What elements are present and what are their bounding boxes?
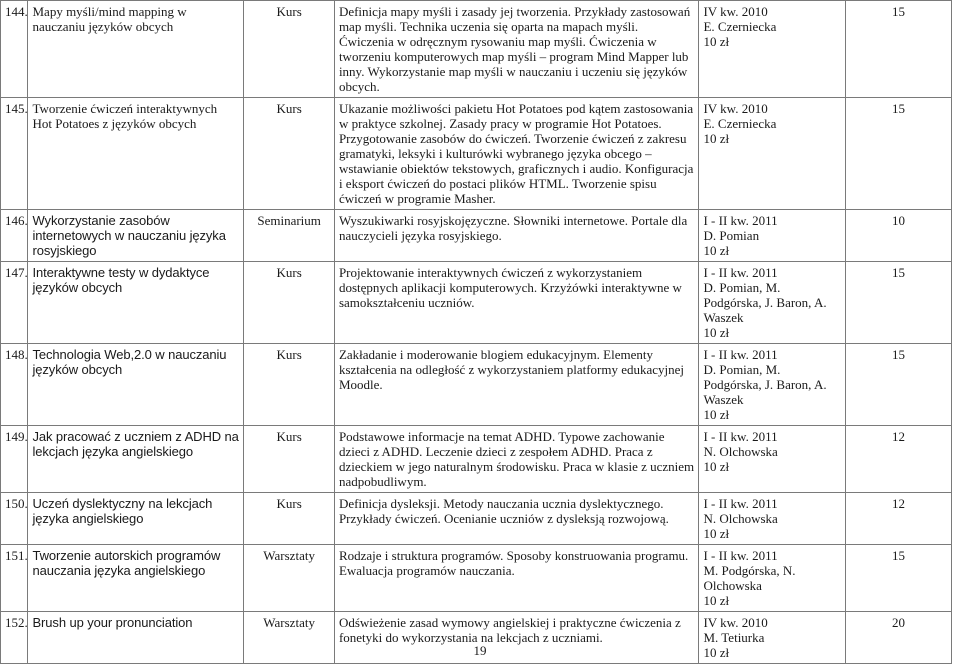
course-hours-cell [846, 545, 952, 612]
course-description-cell [334, 98, 699, 210]
course-hours-cell [846, 344, 952, 426]
table-row [1, 344, 952, 426]
course-description-cell [334, 262, 699, 344]
table-body [1, 1, 952, 664]
course-number: 149. [5, 429, 28, 444]
course-title: Wykorzystanie zasobów internetowych w nauczaniu języka rosyjskiego [32, 213, 226, 258]
course-description-cell [334, 344, 699, 426]
course-number: 150. [5, 496, 28, 511]
course-title: Tworzenie ćwiczeń interaktywnych Hot Potatoes z języków obcych [32, 101, 218, 131]
table-row [1, 262, 952, 344]
course-leaders: D. Pomian, M. Podgórska, J. Baron, A. Waszek [703, 280, 827, 325]
course-price: 10 zł [703, 526, 730, 541]
course-price: 10 zł [703, 325, 730, 340]
course-title-cell [28, 493, 244, 545]
course-description: Rodzaje i struktura programów. Sposoby konstruowania programu. Ewaluacja programów nauczania. [338, 548, 689, 578]
course-price: 10 zł [703, 459, 730, 474]
course-description: Odświeżenie zasad wymowy angielskiej i praktyczne ćwiczenia z fonetyki do wykorzystania na lekcjach z uczniami. [338, 615, 681, 645]
course-number: 144. [5, 4, 28, 19]
course-form: Kurs [276, 429, 302, 444]
course-number: 145. [5, 101, 28, 116]
table-row [1, 426, 952, 493]
course-description: Podstawowe informacje na temat ADHD. Typowe zachowanie dzieci z ADHD. Leczenie dzieci z zespołem ADHD. Praca z dzieckiem w jego naturalnym środowisku. Praca w klasie z uczniem nadpobudliwym. [338, 429, 695, 489]
course-title-cell [28, 1, 244, 98]
course-title: Interaktywne testy w dydaktyce języków obcych [32, 265, 210, 295]
course-description: Definicja mapy myśli i zasady jej tworzenia. Przykłady zastosowań map myśli. Technika uczenia się oparta na mapach myśli. Ćwiczenia w odręcznym rysowaniu map myśli. Ćwiczenia w tworzeniu komputerowych map myśli – program Mind Mapper lub inny. Wykorzystanie map myśli w nauczaniu i uczeniu się języków obcych. [338, 4, 691, 94]
course-price: 10 zł [703, 243, 730, 258]
course-schedule-cell [699, 545, 846, 612]
course-description-cell [334, 493, 699, 545]
course-leaders: M. Tetiurka [703, 630, 765, 645]
course-form-cell [244, 1, 335, 98]
course-hours-cell [846, 1, 952, 98]
course-hours: 12 [892, 429, 906, 444]
course-hours-cell [846, 210, 952, 262]
course-number-cell [1, 344, 28, 426]
course-hours: 15 [892, 548, 906, 563]
course-description: Zakładanie i moderowanie blogiem edukacyjnym. Elementy kształcenia na odległość z wykorzystaniem platformy edukacyjnej Moodle. [338, 347, 685, 392]
course-description: Wyszukiwarki rosyjskojęzyczne. Słowniki internetowe. Portale dla nauczycieli języka rosyjskiego. [338, 213, 688, 243]
table-row [1, 493, 952, 545]
course-schedule-cell [699, 98, 846, 210]
course-form: Seminarium [257, 213, 321, 228]
course-form: Kurs [276, 496, 302, 511]
course-hours: 15 [892, 4, 906, 19]
course-title: Uczeń dyslektyczny na lekcjach języka angielskiego [32, 496, 213, 526]
course-title: Brush up your pronunciation [32, 615, 193, 630]
course-description: Ukazanie możliwości pakietu Hot Potatoes pod kątem zastosowania w praktyce szkolnej. Zasady pracy w programie Hot Potatoes. Przygotowanie zasobów do ćwiczeń. Tworzenie ćwiczeń z zakresu gramatyki, leksyki i kulturówki wybranego języka obcego – wstawianie obiektów tekstowych, graficznych i audio. Konfiguracja i eksport ćwiczeń do postaci plików HTML. Tworzenie spisu ćwiczeń w programie Masher. [338, 101, 694, 206]
page-number: 19 [473, 643, 487, 658]
course-date: I - II kw. 2011 [703, 429, 778, 444]
course-form: Warsztaty [263, 615, 315, 630]
course-leaders: N. Olchowska [703, 444, 778, 459]
course-number: 152. [5, 615, 28, 630]
course-form-cell [244, 210, 335, 262]
course-number-cell [1, 262, 28, 344]
course-date: I - II kw. 2011 [703, 213, 778, 228]
course-leaders: E. Czerniecka [703, 116, 777, 131]
course-title-cell [28, 344, 244, 426]
course-title-cell [28, 426, 244, 493]
table-row [1, 210, 952, 262]
course-date: IV kw. 2010 [703, 101, 768, 116]
course-price: 10 zł [703, 407, 730, 422]
course-form-cell [244, 344, 335, 426]
course-title: Jak pracować z uczniem z ADHD na lekcjach języka angielskiego [32, 429, 239, 459]
course-hours-cell [846, 262, 952, 344]
course-number: 151. [5, 548, 28, 563]
course-number-cell [1, 493, 28, 545]
course-schedule-cell [699, 426, 846, 493]
course-form-cell [244, 262, 335, 344]
course-date: I - II kw. 2011 [703, 548, 778, 563]
course-title: Mapy myśli/mind mapping w nauczaniu języków obcych [32, 4, 187, 34]
course-description-cell [334, 1, 699, 98]
course-leaders: N. Olchowska [703, 511, 778, 526]
course-hours: 15 [892, 265, 906, 280]
course-form: Kurs [276, 265, 302, 280]
course-form: Kurs [276, 347, 302, 362]
course-title-cell [28, 262, 244, 344]
course-form: Warsztaty [263, 548, 315, 563]
course-number-cell [1, 210, 28, 262]
course-form-cell [244, 98, 335, 210]
course-price: 10 zł [703, 34, 730, 49]
course-number: 146. [5, 213, 28, 228]
table-row [1, 98, 952, 210]
course-description: Projektowanie interaktywnych ćwiczeń z wykorzystaniem dostępnych aplikacji komputerowych. Krzyżówki interaktywne w samokształceniu uczniów. [338, 265, 682, 310]
course-leaders: E. Czerniecka [703, 19, 777, 34]
course-number-cell [1, 426, 28, 493]
course-form-cell [244, 493, 335, 545]
course-hours-cell [846, 98, 952, 210]
course-form-cell [244, 545, 335, 612]
course-hours: 15 [892, 347, 906, 362]
course-description-cell [334, 210, 699, 262]
course-title-cell [28, 98, 244, 210]
course-title-cell [28, 545, 244, 612]
course-price: 10 zł [703, 645, 730, 660]
course-hours: 10 [892, 213, 906, 228]
course-number: 147. [5, 265, 28, 280]
course-description-cell [334, 545, 699, 612]
course-schedule-cell [699, 210, 846, 262]
course-form: Kurs [276, 101, 302, 116]
course-description: Definicja dysleksji. Metody nauczania ucznia dyslektycznego. Przykłady ćwiczeń. Ocenianie uczniów z dysleksją rozwojową. [338, 496, 669, 526]
course-date: I - II kw. 2011 [703, 265, 778, 280]
table-row [1, 545, 952, 612]
course-schedule-cell [699, 262, 846, 344]
course-price: 10 zł [703, 131, 730, 146]
course-description-cell [334, 426, 699, 493]
course-hours: 12 [892, 496, 906, 511]
course-date: I - II kw. 2011 [703, 496, 778, 511]
course-number-cell [1, 545, 28, 612]
course-schedule-cell [699, 493, 846, 545]
course-title: Tworzenie autorskich programów nauczania języka angielskiego [32, 548, 221, 578]
course-date: IV kw. 2010 [703, 615, 768, 630]
table-row [1, 1, 952, 98]
course-title: Technologia Web,2.0 w nauczaniu języków obcych [32, 347, 227, 377]
course-title-cell [28, 210, 244, 262]
course-number-cell [1, 1, 28, 98]
course-hours: 15 [892, 101, 906, 116]
course-form-cell [244, 426, 335, 493]
course-schedule-cell [699, 1, 846, 98]
course-leaders: D. Pomian, M. Podgórska, J. Baron, A. Waszek [703, 362, 827, 407]
course-number: 148. [5, 347, 28, 362]
course-hours-cell [846, 493, 952, 545]
course-form: Kurs [276, 4, 302, 19]
course-price: 10 zł [703, 593, 730, 608]
course-date: I - II kw. 2011 [703, 347, 778, 362]
course-date: IV kw. 2010 [703, 4, 768, 19]
course-leaders: M. Podgórska, N. Olchowska [703, 563, 796, 593]
course-leaders: D. Pomian [703, 228, 760, 243]
course-number-cell [1, 98, 28, 210]
course-hours: 20 [892, 615, 906, 630]
course-hours-cell [846, 426, 952, 493]
course-schedule-cell [699, 344, 846, 426]
